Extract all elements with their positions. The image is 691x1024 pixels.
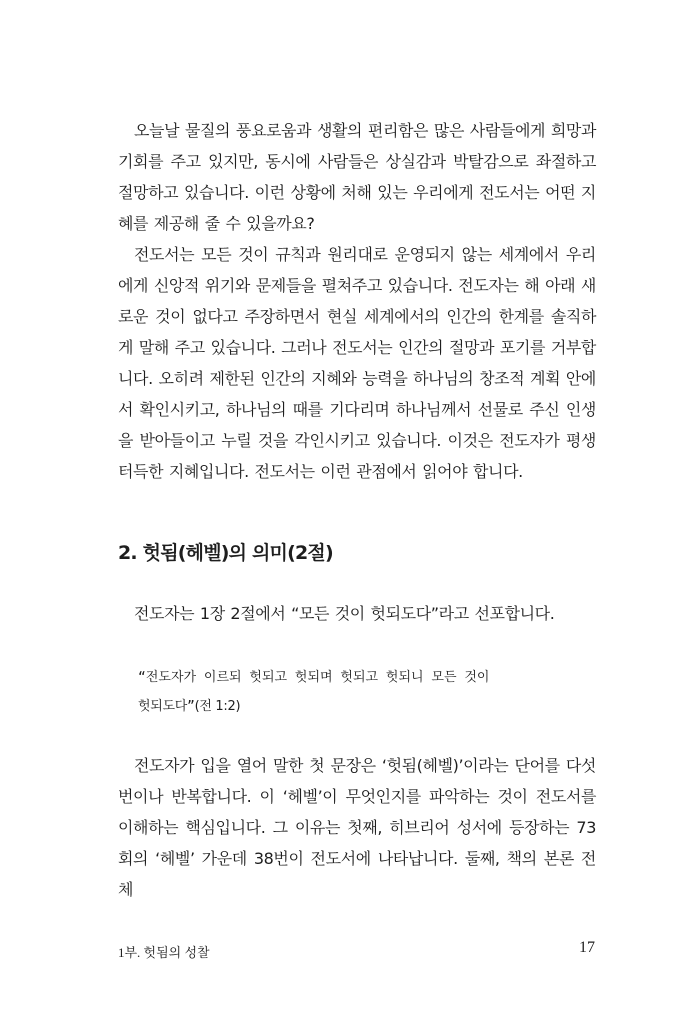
paragraph-proclamation-text: 전도자는 1장 2절에서 “모든 것이 헛되도다”라고 선포합니다. [134,604,555,623]
paragraph-intro-text: 오늘날 물질의 풍요로움과 생활의 편리함은 많은 사람들에게 희망과 기회를 주고 있지만, 동시에 사람들은 상실감과 박탈감으로 좌절하고 절망하고 있습니다. 이런 상황에 처해 있는 우리에게 전도서는 어떤 지혜를 제공해 줄 수 있을까요? [118,121,596,233]
quote-line-2 [138,693,593,721]
paragraph-hebel-text: 전도자가 입을 열어 말한 첫 문장은 ‘헛됨(헤벨)’이라는 단어를 다섯 번이나 반복합니다. 이 ‘헤벨’이 무엇인지를 파악하는 것이 전도서를 이해하는 핵심입니다. 그 이유는 첫째, 히브리어 성서에 등장하는 73회의 ‘헤벨’ 가운데 38번이 전도서에 나타납니다. 둘째, 책의 본론 전체 [118,756,596,899]
paragraph-hebel-meaning [118,750,596,905]
paragraph-intro [118,115,596,239]
page-number: 17 [579,939,595,956]
running-title: 1부. 헛됨의 성찰 [118,945,210,960]
paragraph-overview-text: 전도서는 모든 것이 규칙과 원리대로 운영되지 않는 세계에서 우리에게 신앙적 위기와 문제들을 펼쳐주고 있습니다. 전도자는 해 아래 새로운 것이 없다고 주장하면서 현실 세계에서의 인간의 한계를 솔직하게 말해 주고 있습니다. 그러나 전도서는 인간의 절망과 포기를 거부합니다. 오히려 제한된 인간의 지혜와 능력을 하나님의 창조적 계획 안에서 확인시키고, 하나님의 때를 기다리며 하나님께서 선물로 주신 인생을 받아들이고 누릴 것을 각인시키고 있습니다. 이것은 전도자가 평생 터득한 지혜입니다. 전도서는 이런 관점에서 읽어야 합니다. [118,245,596,481]
quote-reference: (전 1:2) [194,699,241,714]
quote-line-2-text: 헛되도다” [138,699,195,714]
section-heading: 2. 헛됨(헤벨)의 의미(2절) [118,542,333,564]
quote-line-1: “전도자가 이르되 헛되고 헛되며 헛되고 헛되니 모든 것이 [138,670,490,685]
paragraph-proclamation [118,598,596,629]
scripture-quote [138,662,593,721]
paragraph-ecclesiastes-overview [118,239,596,487]
